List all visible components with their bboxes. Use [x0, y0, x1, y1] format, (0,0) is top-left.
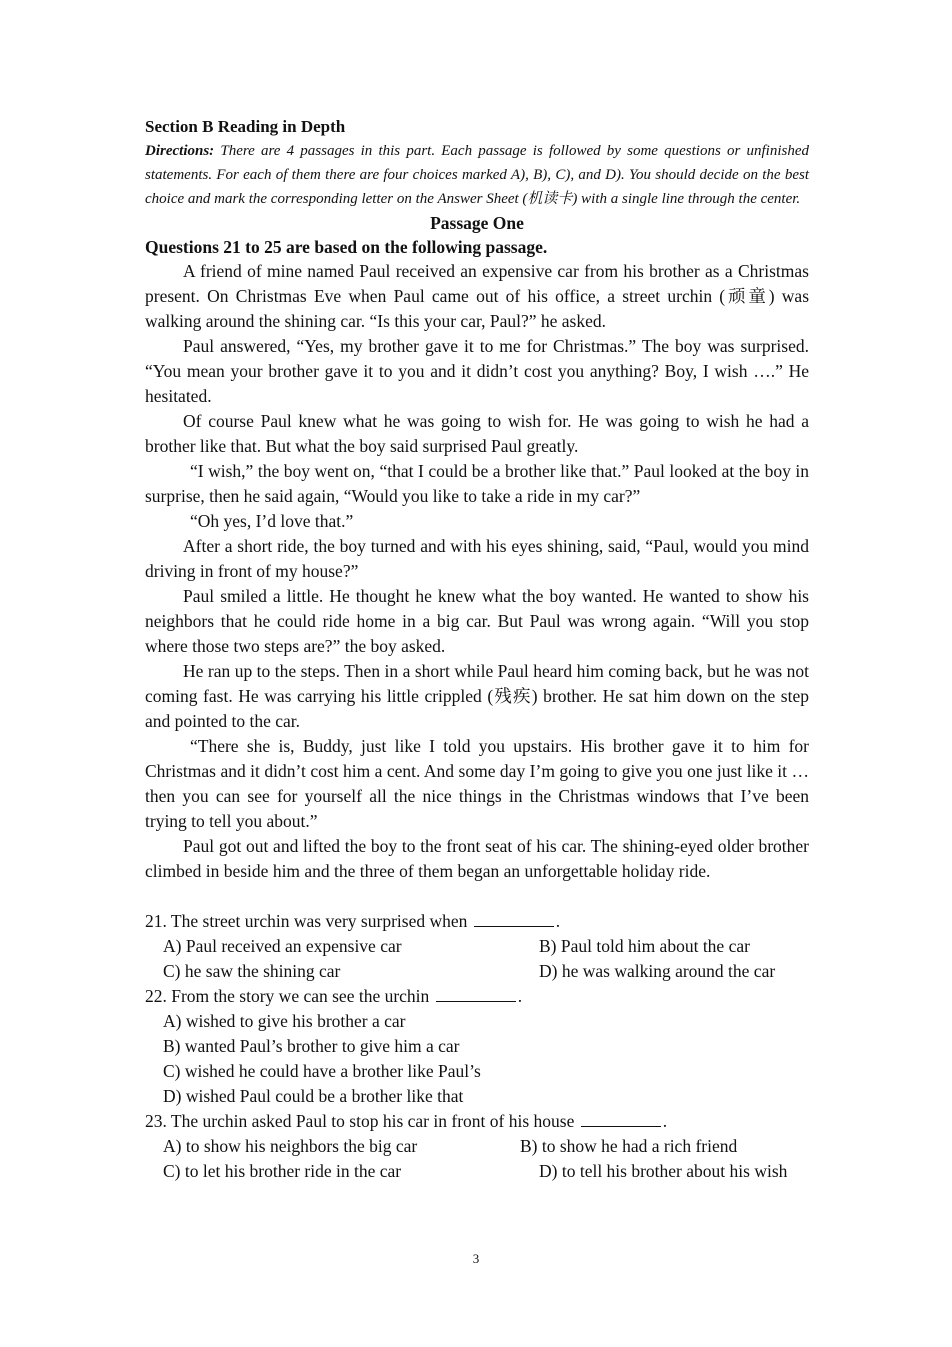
directions-lead: Directions:	[145, 143, 215, 159]
option-d: D) he was walking around the car	[539, 961, 776, 981]
question-stem-end: .	[517, 986, 523, 1006]
option-b: B) Paul told him about the car	[539, 936, 750, 956]
section-title: Section B Reading in Depth	[145, 117, 346, 136]
option-a: A) wished to give his brother a car	[163, 1011, 406, 1031]
answer-blank	[436, 985, 516, 1002]
option-b: B) wanted Paul’s brother to give him a car	[163, 1036, 460, 1056]
passage-paragraph: He ran up to the steps. Then in a short while Paul heard him coming back, but he was not coming fast. He was carrying his little crippled (残疾) brother. He sat him down on the step and pointed to the car.	[145, 661, 809, 731]
question-stem: 21. The street urchin was very surprised when	[145, 911, 468, 931]
passage-paragraph: Paul answered, “Yes, my brother gave it to me for Christmas.” The boy was surprised. “You mean your brother gave it to you and it didn’t cost you anything? Boy, I wish ….” He hesitated.	[145, 336, 809, 406]
question-stem-end: .	[662, 1111, 668, 1131]
option-c: C) to let his brother ride in the car	[163, 1161, 402, 1181]
passage-title: Passage One	[430, 213, 524, 233]
option-b: B) to show he had a rich friend	[520, 1136, 738, 1156]
question-21	[145, 909, 809, 934]
option-a: A) to show his neighbors the big car	[163, 1136, 418, 1156]
passage-paragraph: Paul smiled a little. He thought he knew what the boy wanted. He wanted to show his neighbors that he could ride home in a big car. But Paul was wrong again. “Will you stop where those two steps are?” the boy asked.	[145, 586, 809, 656]
passage-paragraph: “There she is, Buddy, just like I told you upstairs. His brother gave it to him for Christmas and it didn’t cost him a cent. And some day I’m going to give you one just like it … then you can see for yourself all the nice things in the Christmas windows that I’ve been trying to tell you about.”	[145, 736, 809, 831]
page-number: 3	[472, 1251, 480, 1266]
option-a: A) Paul received an expensive car	[163, 936, 402, 956]
page-content	[145, 115, 809, 1184]
passage-paragraph: “Oh yes, I’d love that.”	[190, 511, 354, 531]
passage-paragraph: “I wish,” the boy went on, “that I could be a brother like that.” Paul looked at the boy in surprise, then he said again, “Would you like to take a ride in my car?”	[145, 461, 809, 506]
questions-intro: Questions 21 to 25 are based on the following passage.	[145, 237, 548, 257]
question-22	[145, 984, 809, 1009]
passage-paragraph: Of course Paul knew what he was going to wish for. He was going to wish he had a brother like that. But what the boy said surprised Paul greatly.	[145, 411, 809, 456]
answer-blank	[581, 1110, 661, 1127]
question-23	[145, 1109, 809, 1134]
question-22-options	[145, 1009, 809, 1109]
option-c: C) he saw the shining car	[163, 961, 341, 981]
directions	[145, 139, 809, 211]
option-d: D) wished Paul could be a brother like that	[163, 1086, 464, 1106]
spacer	[145, 884, 809, 909]
option-d: D) to tell his brother about his wish	[539, 1161, 788, 1181]
answer-blank	[474, 910, 554, 927]
directions-text: There are 4 passages in this part. Each passage is followed by some questions or unfinished statements. For each of them there are four choices marked A), B), C), and D). You should decide on the best choice and mark the corresponding letter on the Answer Sheet (机读卡) with a single line through the center.	[145, 143, 809, 207]
question-21-options	[145, 934, 809, 984]
passage-paragraph: Paul got out and lifted the boy to the front seat of his car. The shining-eyed older brother climbed in beside him and the three of them began an unforgettable holiday ride.	[145, 836, 809, 881]
question-stem-end: .	[555, 911, 561, 931]
question-stem: 22. From the story we can see the urchin	[145, 986, 430, 1006]
passage-paragraph: After a short ride, the boy turned and with his eyes shining, said, “Paul, would you mind driving in front of my house?”	[145, 536, 809, 581]
passage-paragraph: A friend of mine named Paul received an expensive car from his brother as a Christmas present. On Christmas Eve when Paul came out of his office, a street urchin (顽童) was walking around the shining car. “Is this your car, Paul?” he asked.	[145, 261, 809, 331]
question-stem: 23. The urchin asked Paul to stop his car in front of his house	[145, 1111, 575, 1131]
option-c: C) wished he could have a brother like Paul’s	[163, 1061, 481, 1081]
question-23-options	[145, 1134, 809, 1184]
